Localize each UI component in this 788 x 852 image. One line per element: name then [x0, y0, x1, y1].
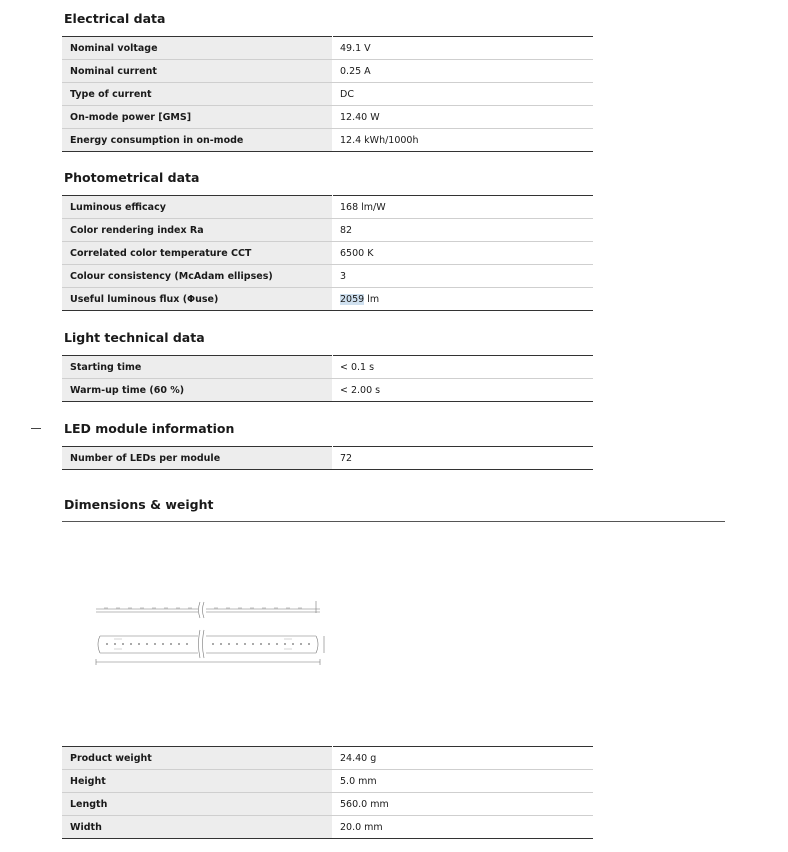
section-title-dimensions: Dimensions & weight: [64, 497, 214, 512]
row-value: 20.0 mm: [333, 816, 594, 839]
row-value: 49.1 V: [333, 37, 594, 60]
table-row: [62, 747, 593, 770]
table-row: [62, 242, 593, 265]
row-label: Length: [62, 793, 333, 816]
row-value: 5.0 mm: [333, 770, 594, 793]
side-view-drawing: [96, 601, 320, 618]
light-technical-table: [62, 355, 593, 402]
row-value: 0.25 A: [333, 60, 594, 83]
section-title-electrical: Electrical data: [64, 11, 166, 26]
led-module-table: [62, 446, 593, 470]
row-label: Product weight: [62, 747, 333, 770]
row-value: DC: [333, 83, 594, 106]
row-value: 24.40 g: [333, 747, 594, 770]
row-value: 560.0 mm: [333, 793, 594, 816]
row-value: 3: [333, 265, 594, 288]
table-row: [62, 37, 593, 60]
row-value: 6500 K: [333, 242, 594, 265]
photometrical-table: [62, 195, 593, 311]
row-value: 72: [333, 447, 594, 470]
section-title-led-module: LED module information: [64, 421, 235, 436]
row-label: Nominal current: [62, 60, 333, 83]
table-row: [62, 196, 593, 219]
electrical-table: [62, 36, 593, 152]
row-value: 12.4 kWh/1000h: [333, 129, 594, 152]
table-row: [62, 265, 593, 288]
row-label: Nominal voltage: [62, 37, 333, 60]
selected-text-highlight[interactable]: 2059: [340, 293, 365, 305]
row-label: Correlated color temperature CCT: [62, 242, 333, 265]
value-unit: lm: [364, 293, 380, 305]
table-row: [62, 83, 593, 106]
row-label: Number of LEDs per module: [62, 447, 333, 470]
row-label: Energy consumption in on-mode: [62, 129, 333, 152]
table-row: [62, 816, 593, 839]
row-label: Warm-up time (60 %): [62, 379, 333, 402]
row-label: Type of current: [62, 83, 333, 106]
row-label: Luminous efficacy: [62, 196, 333, 219]
table-row: [62, 60, 593, 83]
row-value: 168 lm/W: [333, 196, 594, 219]
table-row: [62, 770, 593, 793]
section-title-light-technical: Light technical data: [64, 330, 205, 345]
row-label: Useful luminous flux (Φuse): [62, 288, 333, 311]
row-label: Color rendering index Ra: [62, 219, 333, 242]
margin-dash: [31, 428, 41, 429]
table-row: [62, 106, 593, 129]
row-label: Height: [62, 770, 333, 793]
table-row: [62, 129, 593, 152]
row-value: < 0.1 s: [333, 356, 594, 379]
row-value: < 2.00 s: [333, 379, 594, 402]
table-row: [62, 447, 593, 470]
top-view-drawing: [96, 630, 324, 665]
row-value: 82: [333, 219, 594, 242]
row-value: 12.40 W: [333, 106, 594, 129]
row-label: Colour consistency (McAdam ellipses): [62, 265, 333, 288]
row-value[interactable]: [333, 288, 594, 311]
row-label: Width: [62, 816, 333, 839]
dimensions-table: [62, 746, 593, 839]
section-divider: [62, 521, 725, 522]
table-row: [62, 288, 593, 311]
table-row: [62, 356, 593, 379]
row-label: Starting time: [62, 356, 333, 379]
table-row: [62, 219, 593, 242]
table-row: [62, 793, 593, 816]
table-row: [62, 379, 593, 402]
row-label: On-mode power [GMS]: [62, 106, 333, 129]
section-title-photometrical: Photometrical data: [64, 170, 200, 185]
led-module-technical-drawing: [94, 598, 334, 670]
